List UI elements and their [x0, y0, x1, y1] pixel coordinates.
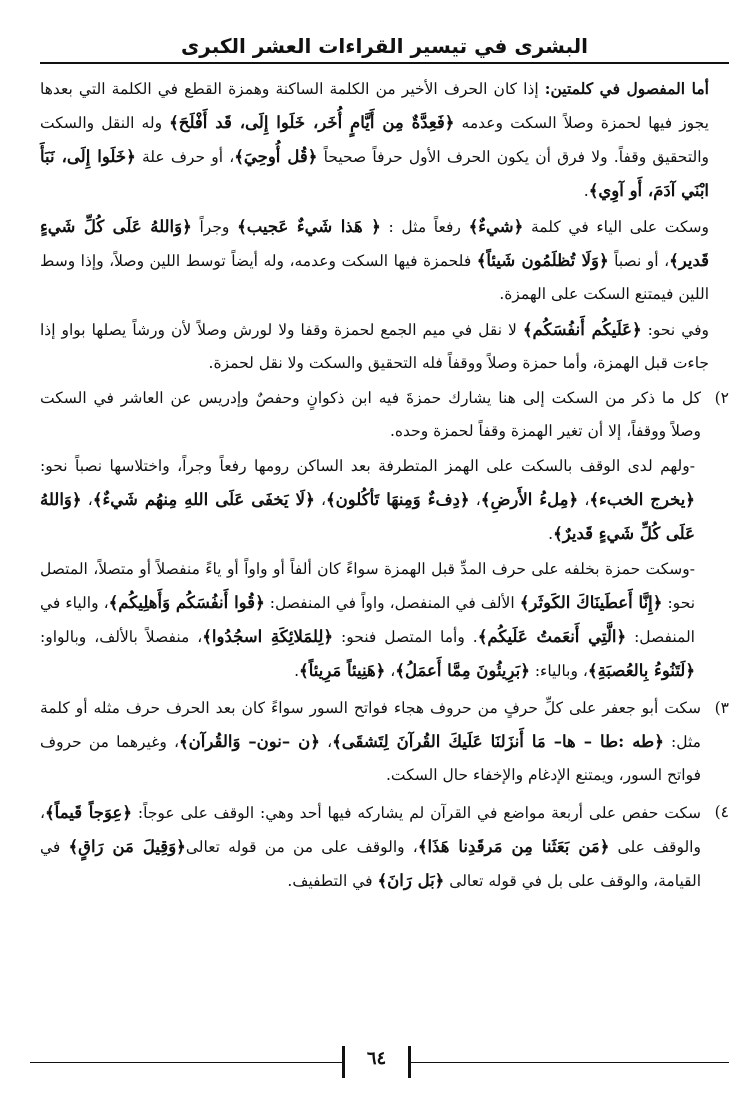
- list-item: [40, 796, 729, 900]
- text: إذا كان الحرف الأخير من الكلمة الساكنة وهمزة القطع في الكلمة التي بعدها يجوز فيها لحمزة وصلاً السكت وعدمه: [40, 80, 709, 132]
- quran-quote: ﴿يخرج الخبء﴾: [589, 490, 695, 509]
- quran-quote: ﴿وَقِيلَ مَن رَاقٍ﴾: [68, 837, 186, 856]
- item-number: ٢): [714, 389, 729, 407]
- text: سكت أبو جعفر على كلِّ حرفٍ من حروف هجاء فواتح السور سواءً كان بعد الحرف حرف مثله أو كلمة مثل:: [40, 699, 701, 751]
- item-number: ٣): [714, 699, 729, 717]
- footer-rule-right: [411, 1062, 729, 1063]
- text: ،: [469, 491, 481, 509]
- quran-quote: ﴿لَتَنُوءُ بِالعُصبَةِ﴾: [587, 661, 695, 680]
- text: ، منفصلاً بالألف، وبالواو:: [40, 628, 203, 646]
- text: في القيامة، والوقف على بل في قوله تعالى: [40, 838, 701, 890]
- page-body: [40, 72, 729, 900]
- paragraph-mim: [40, 313, 729, 380]
- quran-quote: ﴿فَعِدَّةٌ مِن أَيَّامٍ أُخَر، خَلَوا إِلَى، قَد أَفْلَحَ﴾: [169, 113, 455, 132]
- text: .: [294, 662, 300, 680]
- text: لا نقل في ميم الجمع لحمزة وقفا ولا لورش وصلاً لأن ورشاً يصلها بواو إذا جاءت قبل الهمزة، وأما حمزة وصلاً ووقفاً فله التحقيق والسكت ولا نقل لحمزة.: [40, 321, 709, 372]
- page-number: ٦٤: [366, 1048, 387, 1069]
- quran-quote: ﴿ هَذا شَيءٌ عَجيب﴾: [237, 217, 381, 236]
- text: سكت حفص على أربعة مواضع في القرآن لم يشاركه فيها أحد وهي: الوقف على عوجاً:: [132, 804, 702, 822]
- text: ، أو نصباً: [608, 252, 670, 270]
- quran-quote: ﴿مِلءُ الأَرضِ﴾: [480, 490, 579, 509]
- text: وله النقل والسكت والتحقيق وقفاً. ولا فرق أن يكون الحرف الأول حرفاً صحيحاً: [40, 114, 710, 166]
- text: ، أو حرف علة: [135, 148, 235, 166]
- quran-quote: ﴿لِلمَلائِكَةِ اسجُدُوا﴾: [202, 627, 334, 646]
- paragraph-yaa: [40, 210, 729, 311]
- text: .: [583, 182, 589, 200]
- item-text: [40, 692, 701, 792]
- sub-paragraph: [40, 450, 701, 551]
- quran-quote: ﴿هَنِيئاً مَرِيئاً﴾: [299, 661, 386, 680]
- quran-quote: ﴿بَل رَانَ﴾: [377, 871, 445, 890]
- text: وسكت على الياء في كلمة: [523, 218, 710, 236]
- text: في التطفيف.: [287, 872, 378, 890]
- text: .: [548, 525, 554, 543]
- quran-quote: ﴿ن –نون– وَالقُرآن﴾: [179, 732, 320, 751]
- quran-quote: ﴿قُوا أَنفُسَكُم وَأَهلِيكُم﴾: [108, 593, 265, 612]
- paragraph-separated: [40, 72, 729, 208]
- page-footer: [30, 1040, 729, 1080]
- text: ،: [385, 662, 396, 680]
- text: كل ما ذكر من السكت إلى هنا يشارك حمزةَ فيه ابن ذكوانٍ وحفصٌ وإدريس عن العاشر في السكت وصلاً ووقفاً، إلا أن تغير الهمزة وقفاً لحمزة وحده.: [40, 389, 701, 440]
- quran-quote: ﴿إِنَّا أَعطَينَاكَ الكَوثَر﴾: [519, 593, 663, 612]
- footer-rule-left: [30, 1062, 342, 1063]
- quran-quote: ﴿خَلَوا إِلَى، نَبَأَ ابْنَي آدَمَ، أَو آوِي﴾: [40, 147, 709, 200]
- quran-quote: ﴿الَّتِي أَنعَمتُ عَلَيكُم﴾: [477, 627, 627, 646]
- book-title: البشرى في تيسير القراءات العشر الكبرى: [180, 34, 589, 58]
- quran-quote: ﴿وَاللهُ عَلَى كُلِّ شَيءٍ قَدير﴾: [40, 217, 709, 270]
- quran-quote: ﴿قُل أُوحِيَ﴾: [234, 147, 318, 166]
- label-separated: أما المفصول في كلمتين:: [544, 79, 709, 98]
- quran-quote: ﴿بَرِيئُونَ مِمَّا أَعمَلُ﴾: [395, 661, 530, 680]
- text: ، والوقف على من من قوله تعالى: [185, 838, 418, 856]
- item-text: [40, 382, 701, 448]
- quran-quote: ﴿وَلَا تُظلَمُون شَيئاً﴾: [476, 251, 609, 270]
- text: وجراً: [191, 218, 238, 236]
- text: ،: [314, 491, 326, 509]
- running-header: [40, 30, 729, 64]
- text: الألف في المنفصل، واواً في المنفصل:: [264, 594, 520, 612]
- text: فلحمزة فيها السكت وعدمه، وله أيضاً توسط اللين وصلاً، وإذا وسط اللين فيمتنع السكت على الهمزة.: [40, 252, 709, 303]
- quran-quote: ﴿طه :طا – ها– مَا أَنزَلنَا عَلَيكَ القُرآنَ لِتَشقَى﴾: [332, 732, 664, 751]
- text: -وسكت حمزة بخلفه على حرف المدِّ قبل الهمزة سواءً كان ألفاً أو واواً أو ياءً منفصلاً أو متصلاً، المتصل نحو:: [40, 560, 696, 612]
- text: . وأما المتصل فنحو:: [333, 628, 478, 646]
- text: ، وغيرهما من حروف فواتح السور، ويمتنع الإدغام والإخفاء حال السكت.: [40, 733, 701, 784]
- sub-paragraph: [40, 553, 701, 688]
- text: ،: [578, 491, 590, 509]
- item-number: ٤): [714, 803, 729, 821]
- list-item: [40, 692, 729, 794]
- text: رفعاً مثل :: [380, 218, 469, 236]
- quran-quote: ﴿عَلَيكُم أَنفُسَكُم﴾: [522, 320, 642, 339]
- text: ،: [319, 733, 333, 751]
- quran-quote: ﴿دِفءٌ وَمِنهَا تَأكُلون﴾: [325, 490, 470, 509]
- item-text: [40, 796, 701, 898]
- text: ، وبالياء:: [529, 662, 588, 680]
- list-item: [40, 382, 729, 690]
- quran-quote: ﴿وَاللهُ عَلَى كُلِّ شَيءٍ قَديرٌ﴾: [40, 490, 695, 543]
- text: وفي نحو:: [641, 321, 710, 339]
- quran-quote: ﴿شيءٌ﴾: [468, 217, 524, 236]
- text: ، والوقف على: [40, 804, 701, 856]
- text: ، والياء في المنفصل:: [40, 594, 695, 646]
- text: ،: [81, 491, 93, 509]
- quran-quote: ﴿مَن بَعَثَنا مِن مَرقَدِنا هَذَا﴾: [417, 837, 610, 856]
- quran-quote: ﴿عِوَجاً قَيماً﴾: [45, 803, 133, 822]
- footer-bar-left: [342, 1046, 345, 1078]
- quran-quote: ﴿لَا يَخفَى عَلَى اللهِ مِنهُم شَيءٌ﴾: [92, 490, 315, 509]
- text: -ولهم لدى الوقف بالسكت على الهمز المتطرفة بعد الساكن رومها رفعاً وجراً، واختلاسها نصباً نحو:: [40, 457, 695, 475]
